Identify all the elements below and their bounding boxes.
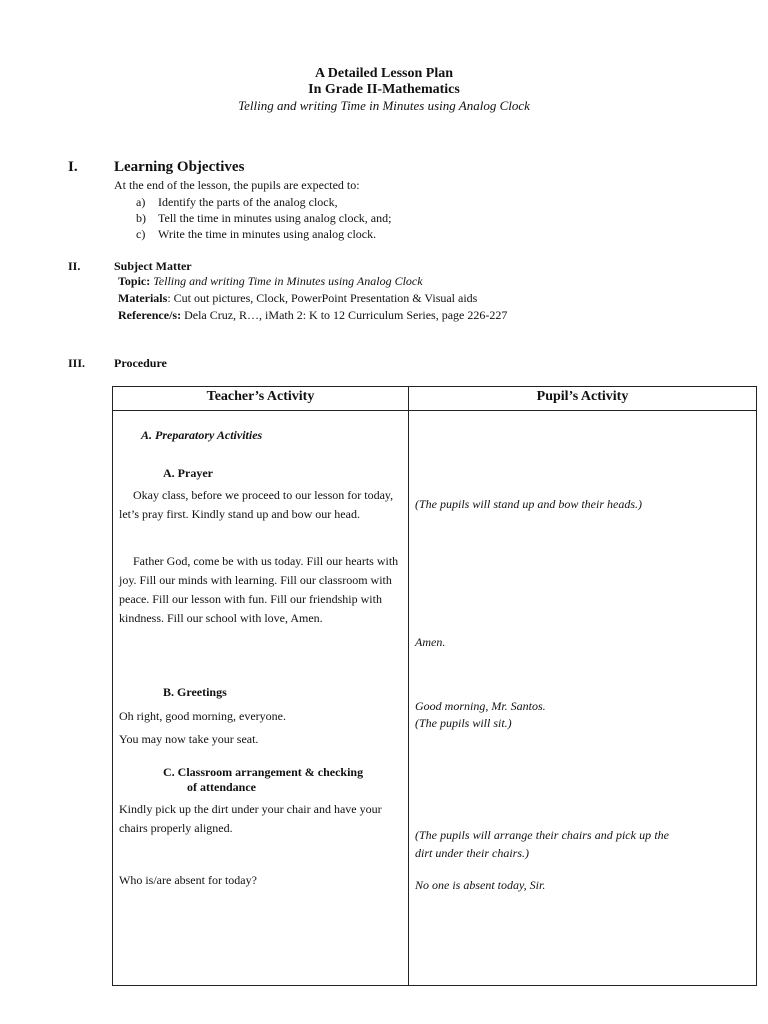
objectives-intro: At the end of the lesson, the pupils are expected to: [114, 178, 360, 192]
pupil-arrange: (The pupils will arrange their chairs and pick up the dirt under their chairs.) [415, 828, 669, 860]
objective-item [136, 211, 391, 226]
classroom-heading-line-1: C. Classroom arrangement & checking [163, 765, 364, 779]
section-1-number: I. [68, 159, 78, 175]
reference-value: Dela Cruz, R…, iMath 2: K to 12 Curriculum Series, page 226-227 [184, 308, 508, 322]
document-subtitle: Telling and writing Time in Minutes using Analog Clock [238, 98, 530, 113]
pupil-sit: (The pupils will sit.) [415, 716, 512, 730]
pupil-prayer-response: (The pupils will stand up and bow their heads.) [415, 497, 643, 511]
materials-line [118, 291, 477, 306]
greetings-line-1: Oh right, good morning, everyone. [119, 709, 286, 723]
topic-value: Telling and writing Time in Minutes using Analog Clock [153, 274, 423, 288]
objective-item [136, 227, 376, 242]
pupil-greeting: Good morning, Mr. Santos. [415, 699, 546, 713]
absent-question: Who is/are absent for today? [119, 873, 257, 887]
pupil-amen: Amen. [415, 635, 446, 649]
pupil-absent: No one is absent today, Sir. [415, 878, 546, 892]
materials-value: : Cut out pictures, Clock, PowerPoint Presentation & Visual aids [167, 291, 478, 305]
greetings-heading: B. Greetings [163, 685, 227, 699]
table-column-divider [408, 387, 409, 985]
prayer-intro: Okay class, before we proceed to our lesson for today, let’s pray first. Kindly stand up and bow our head. [119, 488, 394, 521]
objective-item [136, 195, 338, 210]
section-2-heading: Subject Matter [114, 259, 192, 273]
objective-text: Tell the time in minutes using analog clock, and; [158, 211, 392, 225]
section-2-number: II. [68, 259, 81, 273]
section-1-heading: Learning Objectives [114, 159, 245, 175]
materials-label: Materials [118, 291, 168, 305]
section-3-number: III. [68, 356, 86, 370]
objective-text: Write the time in minutes using analog clock. [158, 227, 377, 241]
table-header-divider [113, 410, 756, 411]
activity-table [112, 386, 757, 986]
objective-label: c) [136, 227, 146, 241]
reference-label: Reference/s: [118, 308, 182, 322]
preparatory-activities-heading: A. Preparatory Activities [141, 428, 263, 442]
reference-line [118, 308, 507, 323]
prayer-heading: A. Prayer [163, 466, 213, 480]
prayer-text: Father God, come be with us today. Fill our hearts with joy. Fill our minds with learning. Fill our classroom with peace. Fill our lesson with fun. Fill our friendship with kindness. Fill our school with love, Amen. [119, 554, 399, 625]
greetings-line-2: You may now take your seat. [119, 732, 259, 746]
pupil-activity-header: Pupil’s Activity [536, 389, 629, 404]
objective-text: Identify the parts of the analog clock, [158, 195, 338, 209]
classroom-heading-line-2: of attendance [187, 780, 256, 794]
section-3-heading: Procedure [114, 356, 167, 370]
classroom-instruction: Kindly pick up the dirt under your chair and have your chairs properly aligned. [119, 802, 382, 835]
document-title: A Detailed Lesson Plan [314, 66, 454, 81]
topic-label: Topic: [118, 274, 151, 288]
objective-label: a) [136, 195, 146, 209]
objective-label: b) [136, 211, 146, 225]
teacher-activity-header: Teacher’s Activity [206, 389, 315, 404]
document-grade: In Grade II-Mathematics [308, 82, 460, 97]
topic-line [118, 274, 423, 289]
classroom-heading [163, 765, 363, 795]
